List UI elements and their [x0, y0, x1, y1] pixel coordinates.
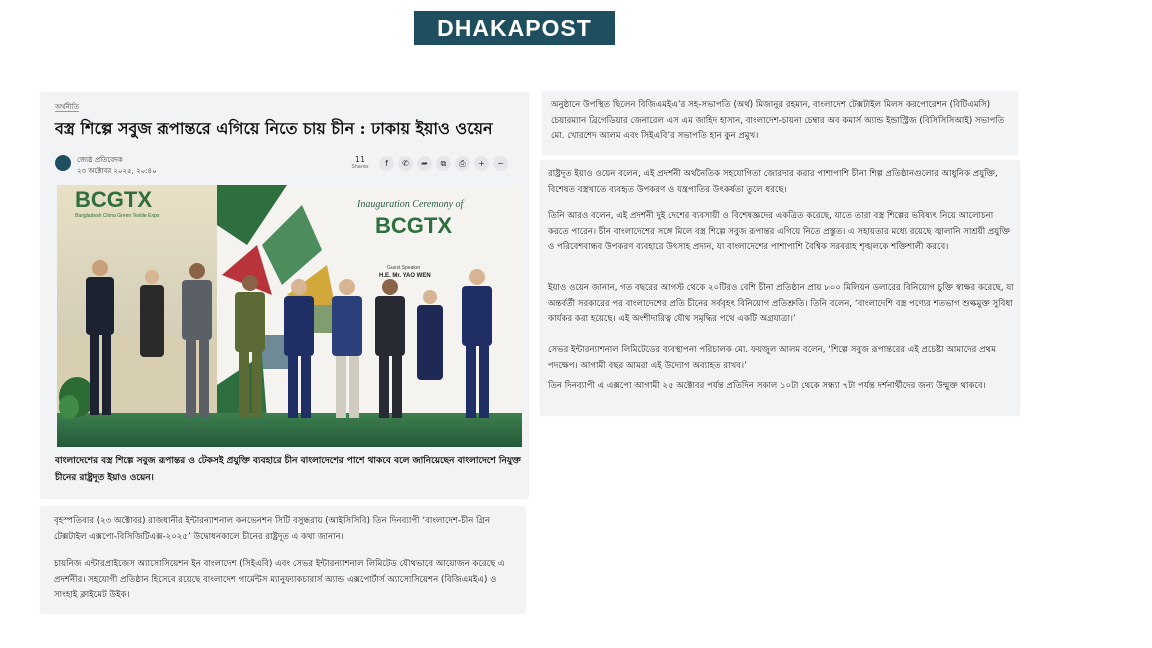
- font-increase-icon[interactable]: +: [474, 156, 489, 171]
- whatsapp-icon[interactable]: ✆: [398, 156, 413, 171]
- event-photo: [57, 185, 522, 447]
- logo-text: DHAKAPOST: [437, 14, 592, 41]
- body-paragraph: অনুষ্ঠানে উপস্থিত ছিলেন বিজিএমইএ’র সহ-সভাপতি (অর্থ) মিজানুর রহমান, বাংলাদেশ টেক্সটাইল মিলস করপোরেশন (বিটিএমসি) চেয়ারম্যান ব্রিগেডিয়ার জেনারেল এস এম জাহিদ হাসান, বাংলাদেশ-চায়না চেম্বার অব কমার্স অ্যান্ড ইন্ডাস্ট্রিজ (বিসিসিসিআই) সভাপতি মো. খোরশেদ আলম এবং সিইএবি’র সভাপতি হান কুন প্রমুখ।: [551, 100, 1005, 141]
- publish-date: ২৩ অক্টোবর ২০২৫, ২০:৪০: [77, 167, 157, 175]
- article-body-clip-left: [41, 507, 525, 613]
- photo-speaker-name: H.E. Mr. YAO WEN: [379, 273, 431, 279]
- category-underline: [55, 111, 79, 112]
- share-icon[interactable]: ➦: [417, 156, 432, 171]
- font-decrease-icon[interactable]: −: [493, 156, 508, 171]
- print-icon[interactable]: ⎙: [455, 156, 470, 171]
- event-photo-illustration: [57, 185, 522, 447]
- article-body-clip-right: [541, 161, 1019, 415]
- photo-caption: বাংলাদেশের বস্ত্র শিল্পে সবুজ রূপান্তর ও টেকসই প্রযুক্তি ব্যবহারে চীন বাংলাদেশের পাশে থাকবে বলে জানিয়েছেন বাংলাদেশে নিযুক্ত চীনের রাষ্ট্রদূত ইয়াও ওয়েন।: [55, 456, 521, 483]
- body-paragraph: তিন দিনব্যাপী এ এক্সপো আগামী ২৫ অক্টোবর পর্যন্ত প্রতিদিন সকাল ১০টা থেকে সন্ধ্যা ৭টা পর্যন্ত দর্শনার্থীদের জন্য উন্মুক্ত থাকবে।: [548, 381, 986, 391]
- photo-banner-subtitle: Bangladesh China Green Textile Expo: [75, 213, 160, 219]
- copy-icon[interactable]: ⧉: [436, 156, 451, 171]
- body-paragraph: রাষ্ট্রদূত ইয়াও ওয়েন বলেন, এই প্রদর্শনী অর্থনৈতিক সহযোগিতা জোরদার করার পাশাপাশি চীনা শিল্প প্রতিষ্ঠানগুলোর আধুনিক প্রযুক্তি, বিশেষত বস্ত্রখাতে ব্যবহৃত উপকরণ ও যন্ত্রপাতির উৎকর্ষতা তুলে ধরছে।: [548, 169, 998, 195]
- author-avatar: [55, 155, 71, 171]
- photo-speaker-label: Guest Speaker: [387, 265, 421, 271]
- author-name[interactable]: জ্যেষ্ঠ প্রতিবেদক: [77, 156, 123, 164]
- category-label[interactable]: অর্থনীতি: [55, 103, 80, 111]
- dhakapost-logo[interactable]: [414, 11, 615, 45]
- facebook-icon[interactable]: f: [379, 156, 394, 171]
- photo-banner-brand: BCGTX: [75, 187, 152, 212]
- article-body-clip-right-top: [543, 92, 1017, 154]
- byline-row: [55, 153, 521, 177]
- body-paragraph: বৃহস্পতিবার (২৩ অক্টোবর) রাজধানীর ইন্টারন্যাশনাল কনভেনশন সিটি বসুন্ধরায় (আইসিসিবি) তিন দিনব্যাপী ‘বাংলাদেশ-চীন গ্রিন টেক্সটাইল এক্সপো-বিসিজিটিএক্স-২০২৫’ উদ্বোধনকালে চীনের রাষ্ট্রদূত এ কথা জানান।: [54, 516, 491, 542]
- share-count-number: 11: [354, 155, 366, 164]
- photo-screen-title: Inauguration Ceremony of: [357, 199, 464, 210]
- photo-screen-brand: BCGTX: [375, 213, 452, 238]
- share-count-label: Shares: [351, 164, 369, 170]
- body-paragraph: সেভর ইন্টারন্যাশনাল লিমিটেডের ব্যবস্থাপনা পরিচালক মো. ফয়জুল আলম বলেন, ‘শিল্পে সবুজ রূপান্তরের এই প্রচেষ্টা আমাদের প্রথম পদক্ষেপ। আগামী বছর আমরা এই উদ্যোগ অব্যাহত রাখব।’: [548, 345, 996, 371]
- share-count: [347, 155, 373, 170]
- article-header-clip: [41, 93, 528, 498]
- body-paragraph: তিনি আরও বলেন, এই প্রদর্শনী দুই দেশের ব্যবসায়ী ও বিশেষজ্ঞদের একত্রিত করেছে, যাতে তারা বস্ত্র শিল্পের ভবিষ্যৎ নিয়ে আলোচনা করতে পারেন। চীন বাংলাদেশের সঙ্গে মিলে বস্ত্র শিল্পে সবুজ রূপান্তর এগিয়ে নিতে প্রস্তুত। এ সহায়তার মধ্যে রয়েছে জ্বালানি সাশ্রয়ী প্রযুক্তি ও পরিবেশবান্ধব উপকরণ ব্যবহারে উৎসাহ প্রদান, যা বাংলাদেশের পাশাপাশি বৈশ্বিক সরবরাহ শৃঙ্খলকে শক্তিশালী করবে।: [548, 211, 1011, 252]
- body-paragraph: ইয়াও ওয়েন জানান, গত বছরের আগস্ট থেকে ২০টিরও বেশি চীনা প্রতিষ্ঠান প্রায় ৮০০ মিলিয়ন ডলারের বিনিয়োগ চুক্তি স্বাক্ষর করেছে, যা অন্তর্বর্তী সরকারের পর বাংলাদেশের প্রতি চীনের সর্ববৃহৎ বিনিয়োগ প্রতিশ্রুতি। তিনি বলেন, ‘বাংলাদেশি বস্ত্র পণ্যের শতভাগ শুল্কমুক্ত সুবিধা কার্যকর করা হয়েছে। এই অংশীদারিত্ব যৌথ সমৃদ্ধির পথে একটি অগ্রযাত্রা।’: [548, 283, 1014, 324]
- article-headline: বস্ত্র শিল্পে সবুজ রূপান্তরে এগিয়ে নিতে চায় চীন : ঢাকায় ইয়াও ওয়েন: [55, 119, 493, 138]
- body-paragraph: চায়নিজ এন্টারপ্রাইজেস অ্যাসোসিয়েশন ইন বাংলাদেশ (সিইএবি) এবং সেভর ইন্টারন্যাশনাল লিমিটেড যৌথভাবে আয়োজন করেছে এ প্রদর্শনীর। সহযোগী প্রতিষ্ঠান হিসেবে রয়েছে বাংলাদেশ গার্মেন্টস ম্যানুফ্যাকচারার্স অ্যান্ড এক্সপোর্টার্স অ্যাসোসিয়েশন (বিজিএমইএ) ও সাংহাই ক্লাইমেট উইক।: [54, 559, 505, 600]
